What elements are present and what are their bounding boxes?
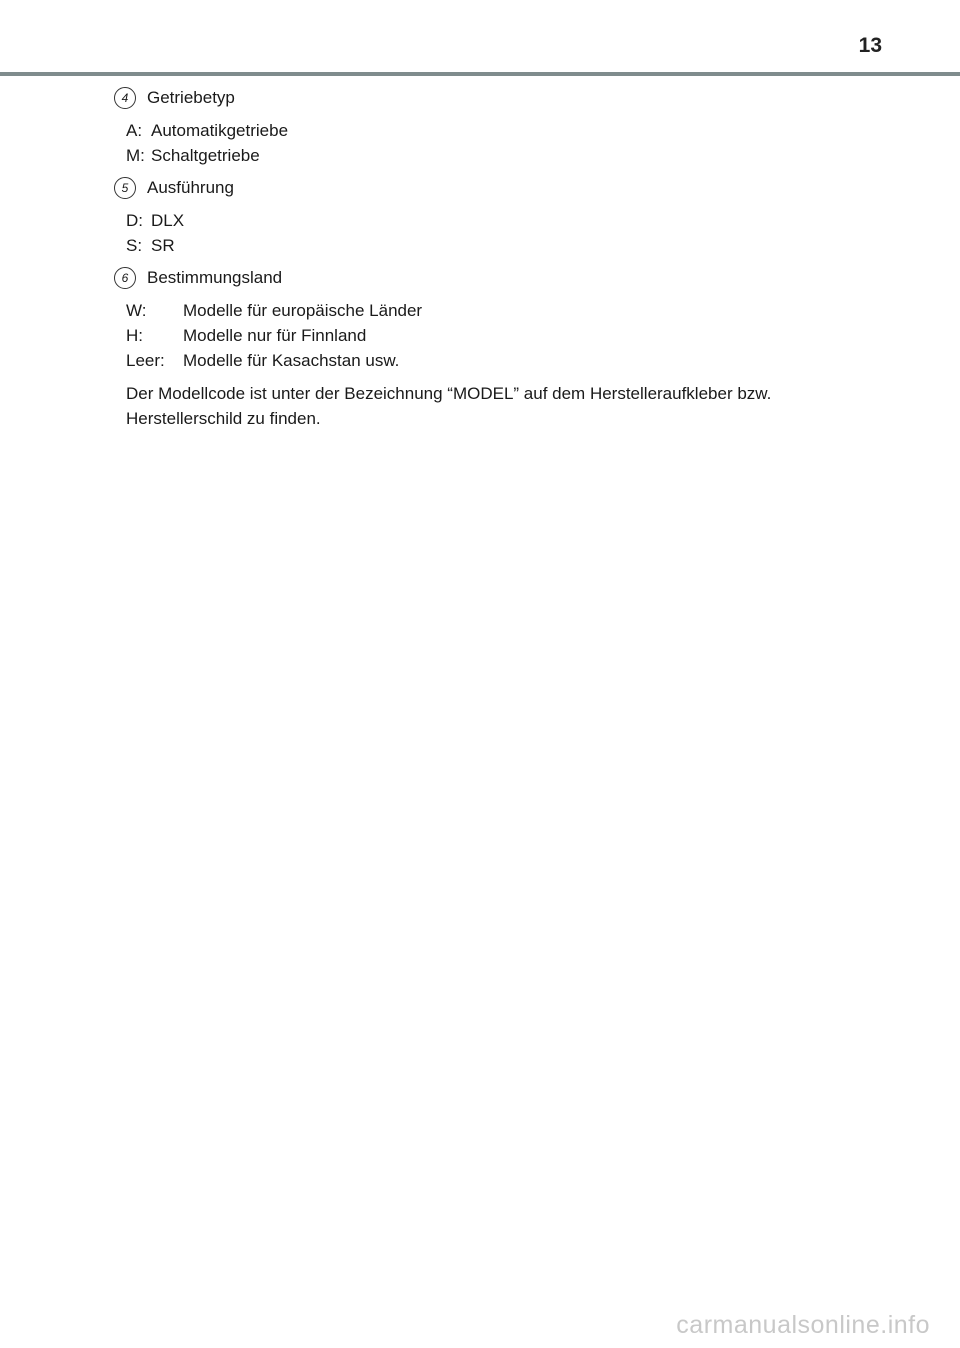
section-ausfuehrung: [114, 174, 894, 258]
page-number: 13: [858, 34, 882, 57]
page-content: [114, 84, 894, 431]
item-key: D:: [126, 210, 143, 230]
item-key: A:: [126, 120, 143, 140]
circled-number-6-icon: 6: [114, 267, 136, 289]
list-item: [126, 298, 894, 323]
section-title: Bestimmungsland: [147, 268, 283, 287]
item-key: S:: [126, 235, 143, 255]
model-code-note: [126, 381, 894, 431]
circled-number-5-icon: 5: [114, 177, 136, 199]
section-bestimmungsland: [114, 264, 894, 373]
item-value: Schaltgetriebe: [151, 145, 260, 165]
section-heading: [114, 174, 894, 202]
item-value: Modelle nur für Finnland: [183, 325, 367, 345]
definition-list: [126, 118, 894, 168]
item-value: SR: [151, 235, 175, 255]
header-rule: [0, 72, 960, 76]
item-value: Modelle für europäische Länder: [183, 300, 423, 320]
section-title: Ausführung: [147, 178, 234, 197]
item-value: Modelle für Kasachstan usw.: [183, 350, 400, 370]
list-item: [126, 323, 894, 348]
list-item: [126, 233, 894, 258]
definition-list: [126, 208, 894, 258]
item-key: M:: [126, 145, 145, 165]
item-value: DLX: [151, 210, 185, 230]
list-item: [126, 348, 894, 373]
item-key: W:: [126, 300, 147, 320]
section-getriebetyp: [114, 84, 894, 168]
item-key: Leer:: [126, 350, 165, 370]
list-item: [126, 143, 894, 168]
list-item: [126, 118, 894, 143]
list-item: [126, 208, 894, 233]
section-heading: [114, 84, 894, 112]
note-line: Herstellerschild zu finden.: [126, 409, 321, 428]
section-heading: [114, 264, 894, 292]
section-title: Getriebetyp: [147, 88, 235, 107]
definition-list: [126, 298, 894, 373]
item-key: H:: [126, 325, 143, 345]
note-line: Der Modellcode ist unter der Bezeichnung “MODEL” auf dem Herstelleraufkleber bzw.: [126, 384, 772, 403]
watermark: carmanualsonline.info: [676, 1311, 930, 1339]
item-value: Automatikgetriebe: [151, 120, 289, 140]
circled-number-4-icon: 4: [114, 87, 136, 109]
